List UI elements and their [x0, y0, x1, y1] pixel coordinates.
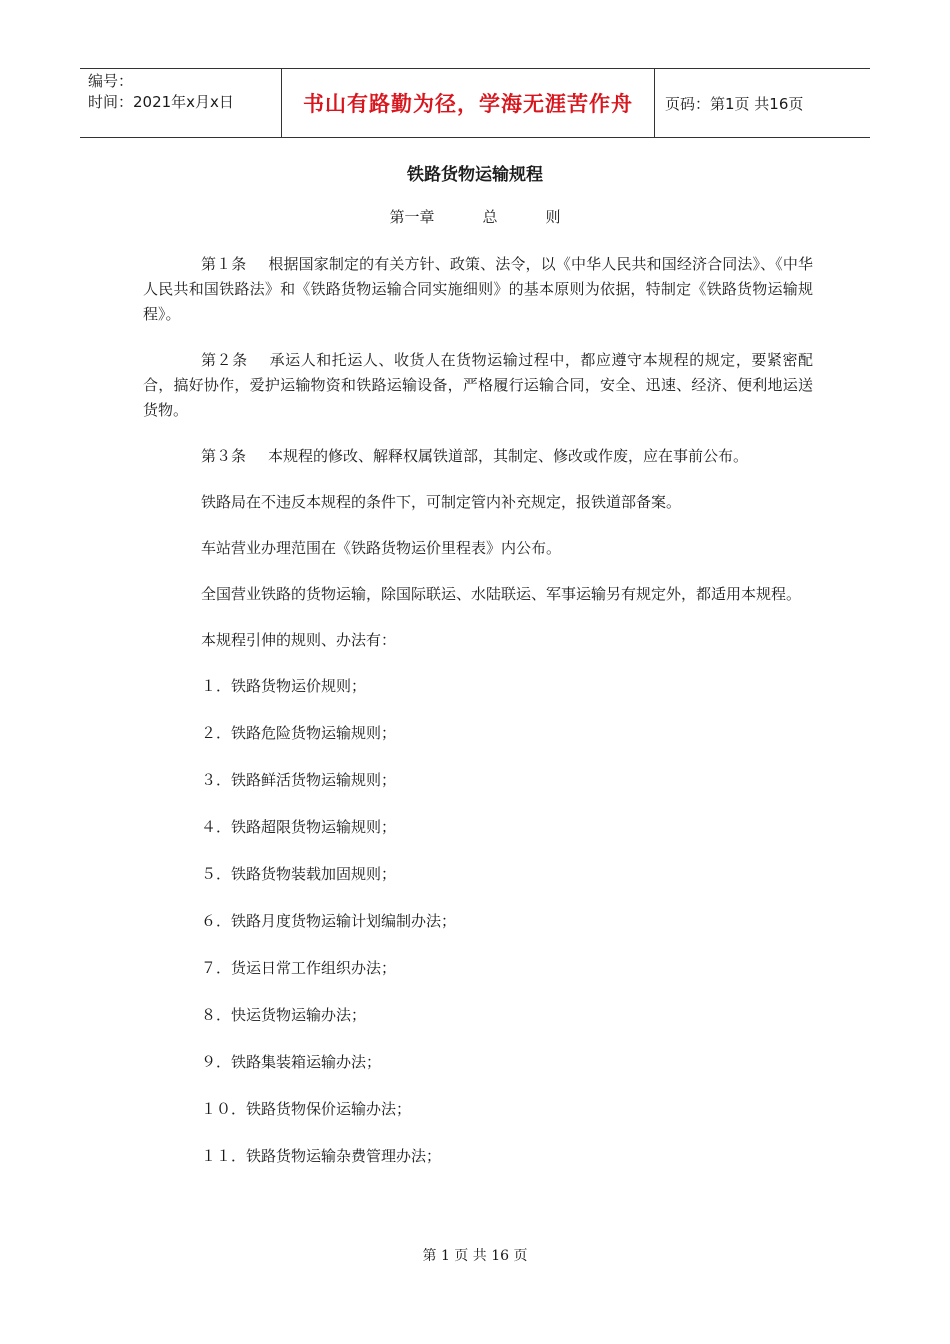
chapter-name-1: 总: [482, 208, 498, 226]
header-table: [80, 68, 870, 138]
document-title: 铁路货物运输规程: [407, 165, 543, 185]
list-item: ７．货运日常工作组织办法；: [201, 959, 397, 977]
list-item: １０．铁路货物保价运输办法；: [201, 1100, 412, 1118]
paragraph-text: 本规程引伸的规则、办法有：: [201, 631, 397, 649]
paragraph: [143, 582, 813, 607]
paragraph: [143, 444, 813, 469]
list-item: １．铁路货物运价规则；: [201, 677, 367, 695]
header-left-cell: [80, 69, 281, 137]
paragraph: [143, 490, 813, 515]
time-label: 时间：2021年x月x日: [88, 93, 234, 111]
list-item: ９．铁路集装箱运输办法；: [201, 1053, 382, 1071]
chapter-heading: [0, 206, 950, 227]
article-number: 第３条: [201, 447, 247, 465]
paragraph: [143, 348, 813, 423]
list-item: ３．铁路鲜活货物运输规则；: [201, 771, 397, 789]
page-footer: 第 1 页 共 16 页: [422, 1248, 528, 1264]
list-item: ５．铁路货物装载加固规则；: [201, 865, 397, 883]
header-page-info: 页码：第1页 共16页: [665, 94, 804, 113]
list-item: ２．铁路危险货物运输规则；: [201, 724, 397, 742]
paragraph-text: 承运人和托运人、收货人在货物运输过程中，都应遵守本规程的规定，要紧密配合，搞好协作，爱护运输物资和铁路运输设备，严格履行运输合同，安全、迅速、经济、便利地运送货物。: [143, 351, 813, 419]
paragraph: [143, 252, 813, 327]
list-item: １１．铁路货物运输杂费管理办法；: [201, 1147, 442, 1165]
header-motto: 书山有路勤为径，学海无涯苦作舟: [281, 69, 655, 137]
document-body: [143, 252, 813, 1191]
paragraph-text: 全国营业铁路的货物运输，除国际联运、水陆联运、军事运输另有规定外，都适用本规程。: [201, 585, 802, 603]
paragraph: [143, 536, 813, 561]
article-number: 第２条: [201, 351, 248, 369]
list-item: ４．铁路超限货物运输规则；: [201, 818, 397, 836]
list-item: ８．快运货物运输办法；: [201, 1006, 367, 1024]
list-item: ６．铁路月度货物运输计划编制办法；: [201, 912, 457, 930]
paragraph: [143, 628, 813, 653]
chapter-number: 第一章: [389, 208, 435, 226]
paragraph-text: 车站营业办理范围在《铁路货物运价里程表》内公布。: [201, 539, 562, 557]
chapter-name-2: 则: [545, 208, 561, 226]
paragraph-text: 本规程的修改、解释权属铁道部，其制定、修改或作废，应在事前公布。: [268, 447, 749, 465]
number-label: 编号：: [88, 72, 134, 90]
paragraph-text: 根据国家制定的有关方针、政策、法令，以《中华人民共和国经济合同法》、《中华人民共和国铁路法》和《铁路货物运输合同实施细则》的基本原则为依据，特制定《铁路货物运输规程》。: [143, 255, 813, 323]
article-number: 第１条: [201, 255, 247, 273]
paragraph-text: 铁路局在不违反本规程的条件下，可制定管内补充规定，报铁道部备案。: [201, 493, 682, 511]
